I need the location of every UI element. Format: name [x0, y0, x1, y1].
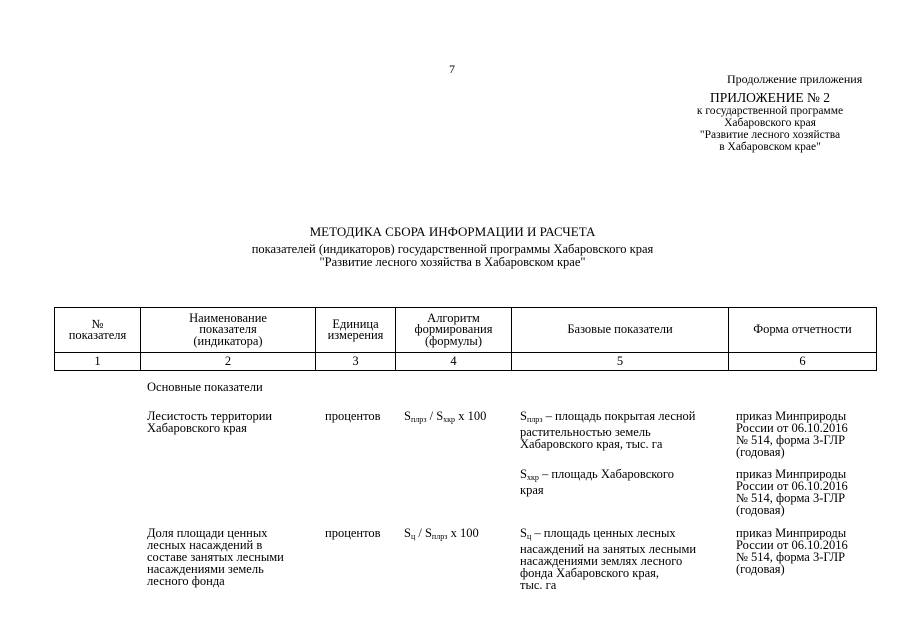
appendix-block	[670, 90, 870, 153]
document-title: МЕТОДИКА СБОРА ИНФОРМАЦИИ И РАСЧЕТА	[309, 224, 596, 239]
report-form: приказ Минприроды России от 06.10.2016 № 514, форма 3-ГЛР (годовая)	[736, 467, 848, 517]
appendix-line: к государственной программе	[696, 105, 844, 117]
report-form: приказ Минприроды России от 06.10.2016 № 514, форма 3-ГЛР (годовая)	[736, 526, 848, 576]
page-number: 7	[449, 62, 455, 76]
subtitle-line: показателей (индикаторов) государственной программы Хабаровского края	[251, 242, 654, 256]
column-number-row	[55, 353, 877, 371]
header-cell-base: Базовые показатели	[512, 308, 729, 353]
indicator-table-header	[54, 307, 877, 371]
indicator-name: Доля площади ценных лесных насаждений в составе занятых лесными насаждениями земель лесного фонда	[147, 526, 284, 588]
indicator-name: Лесистость территории Хабаровского края	[147, 409, 273, 435]
indicator-formula: $S_ц / S_{плрз}$ х 100	[404, 526, 479, 541]
base-indicator: $S_ц$ – площадь ценных лесных насаждений на занятых лесными насаждениями землях лесного фонда Хабаровского края, тыс. га	[520, 526, 697, 592]
indicator-unit: процентов	[325, 409, 381, 423]
appendix-title: ПРИЛОЖЕНИЕ № 2	[709, 90, 831, 105]
document-subtitle	[0, 243, 905, 269]
column-number: 6	[729, 353, 877, 371]
base-indicator: $S_{плрз}$ – площадь покрытая лесной растительностью земель Хабаровского края, тыс. га	[520, 409, 696, 451]
column-number: 5	[512, 353, 729, 371]
header-cell-report: Форма отчетности	[729, 308, 877, 353]
continuation-label: Продолжение приложения	[727, 72, 863, 86]
header-cell-name: Наименование показателя (индикатора)	[141, 308, 316, 353]
indicator-formula: $S_{плрз} / S_{хкр}$ х 100	[404, 409, 487, 424]
section-title: Основные показатели	[147, 380, 263, 394]
subtitle-line: "Развитие лесного хозяйства в Хабаровском крае"	[319, 255, 586, 269]
column-number: 1	[55, 353, 141, 371]
column-number: 3	[316, 353, 396, 371]
header-cell-unit: Единица измерения	[316, 308, 396, 353]
base-indicator: $S_{хкр}$ – площадь Хабаровского края	[520, 467, 674, 497]
header-cell-formula: Алгоритм формирования (формулы)	[396, 308, 512, 353]
appendix-line: в Хабаровском крае"	[719, 141, 821, 153]
report-form: приказ Минприроды России от 06.10.2016 № 514, форма 3-ГЛР (годовая)	[736, 409, 848, 459]
column-number: 4	[396, 353, 512, 371]
column-number: 2	[141, 353, 316, 371]
header-cell-number: № показателя	[55, 308, 141, 353]
appendix-line: Хабаровского края	[724, 117, 816, 129]
indicator-unit: процентов	[325, 526, 381, 540]
appendix-line: "Развитие лесного хозяйства	[699, 129, 841, 141]
header-row	[55, 308, 877, 353]
